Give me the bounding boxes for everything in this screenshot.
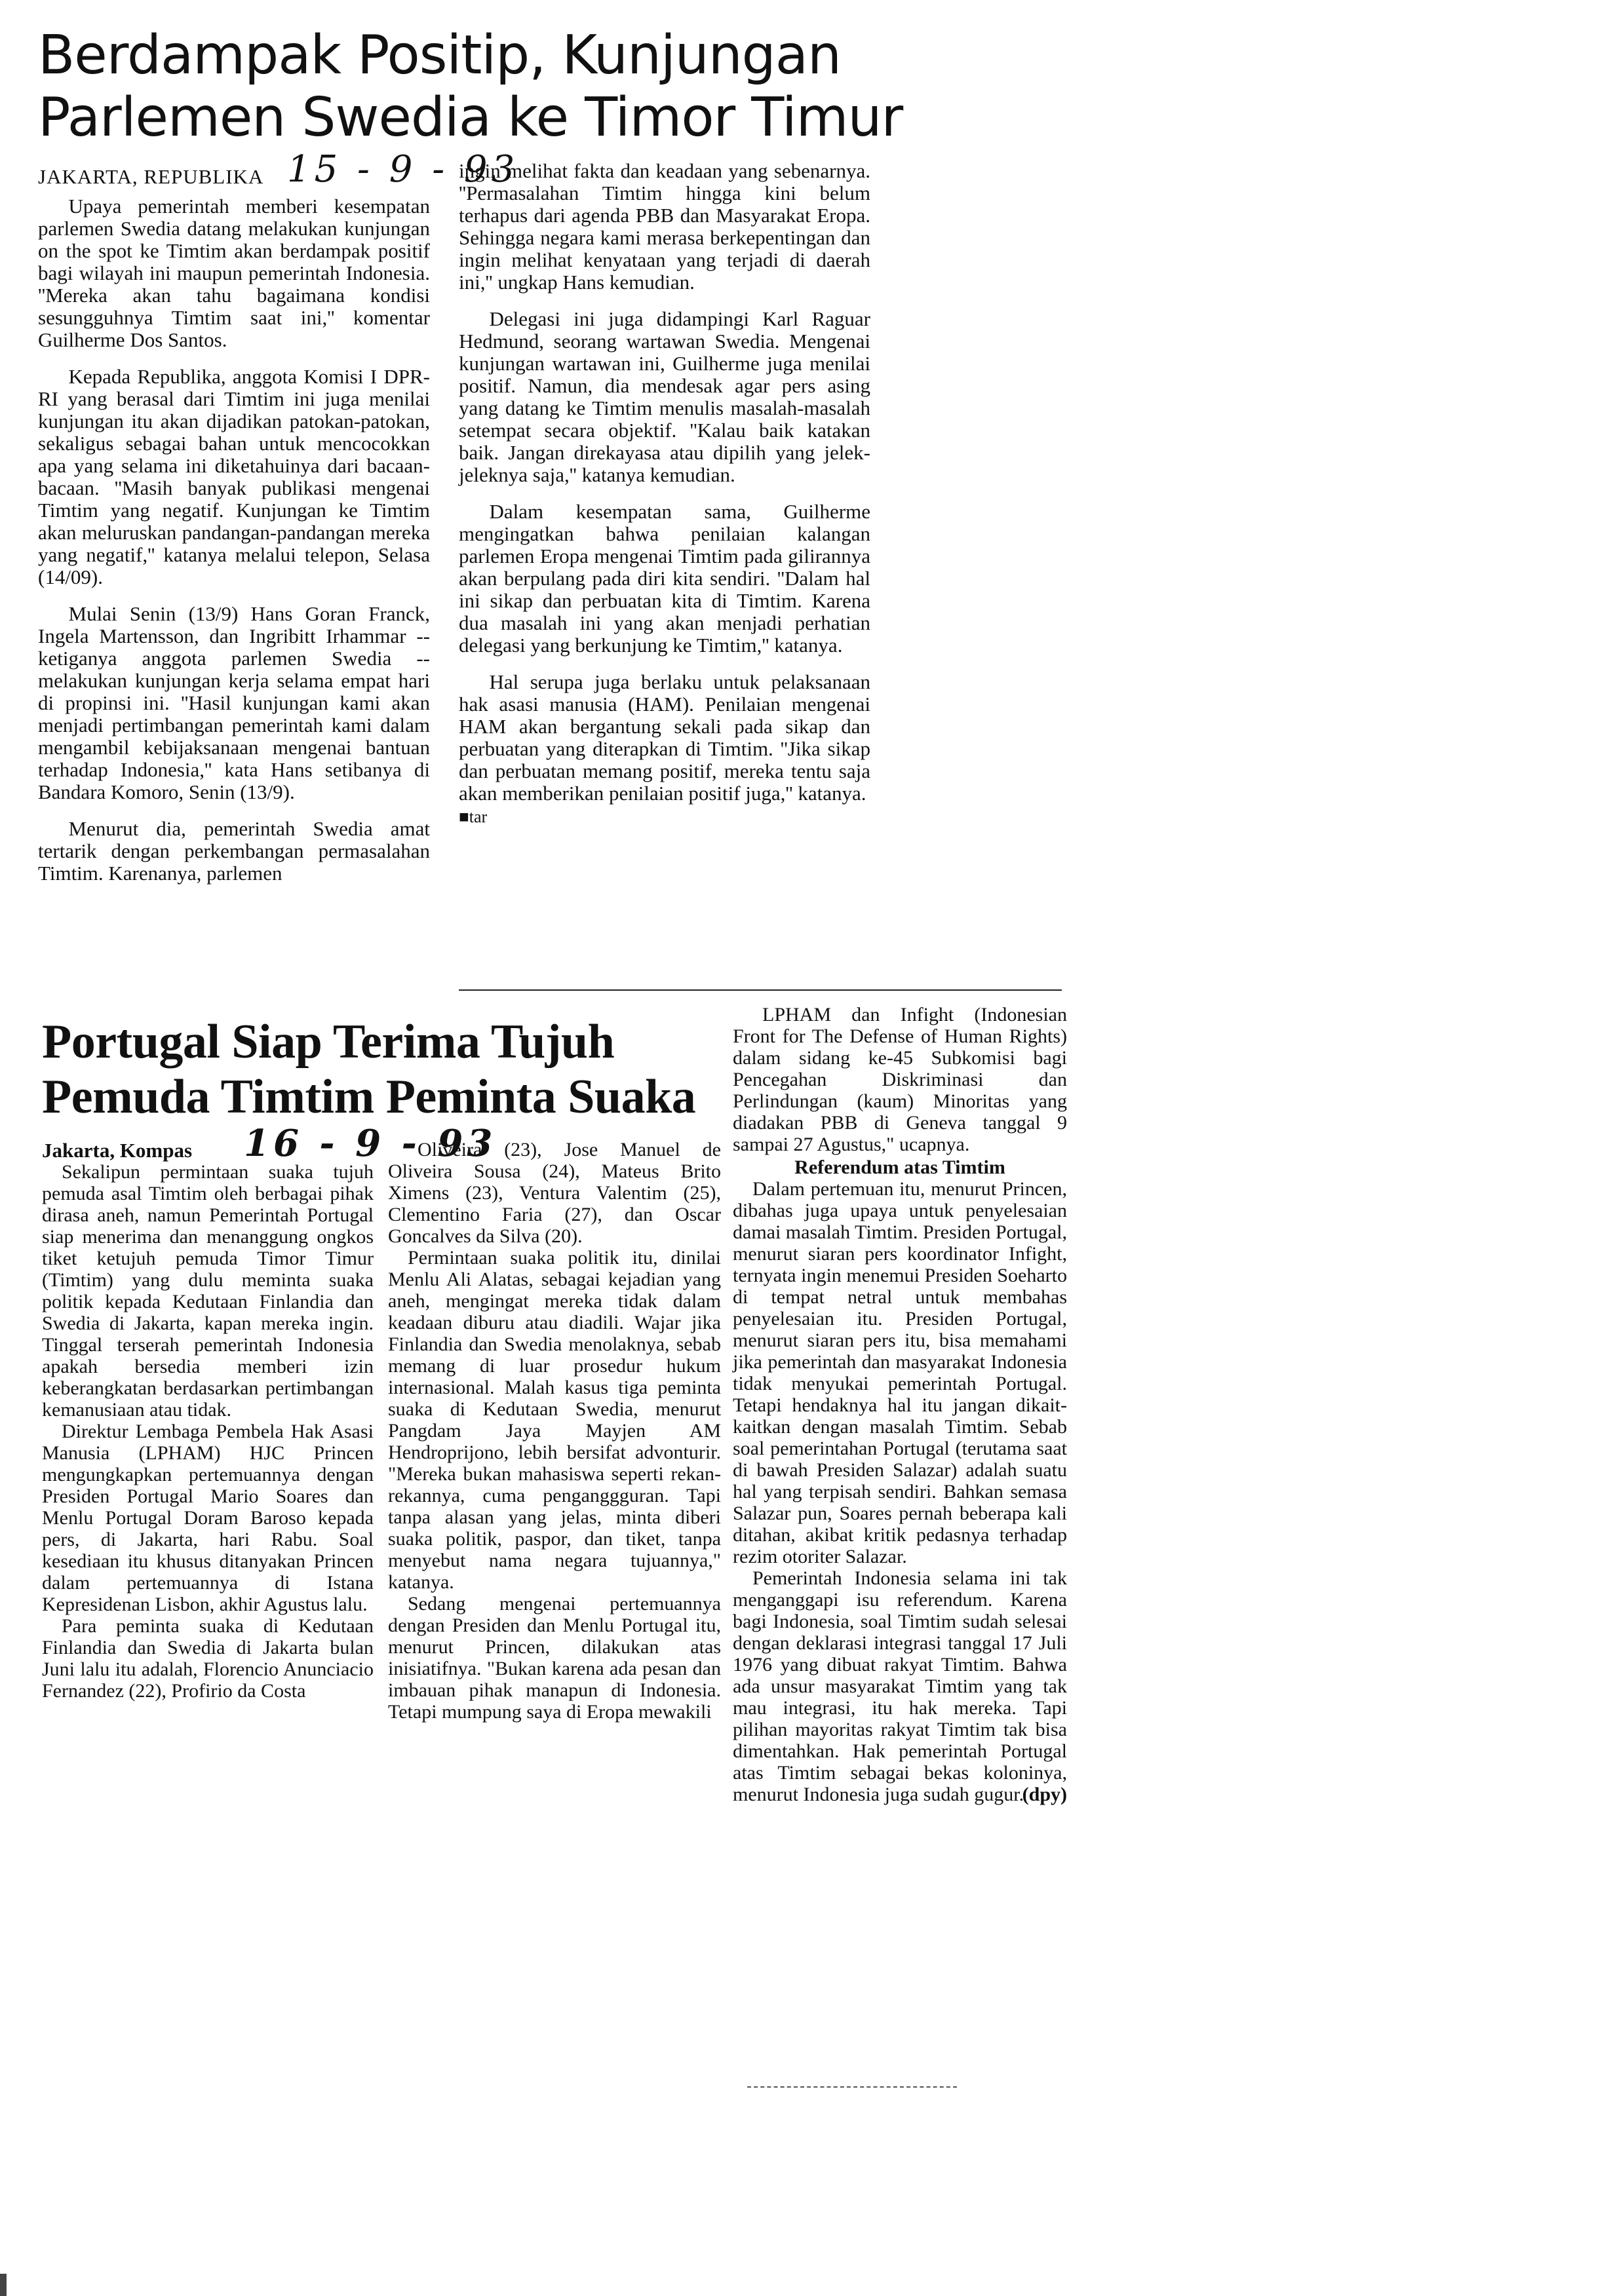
article2-paragraph: Direktur Lembaga Pembela Hak Asasi Manusia (LPHAM) HJC Princen mengungkapkan pertemuannya dengan Presiden Portugal Mario Soares dan Menlu Portugal Doram Baroso kepada pers, di Jakarta, hari Rabu. Soal kesediaan itu khusus ditanyakan Princen dalam pertemuannya di Istana Kepresidenan Lisbon, akhir Agustus lalu.	[42, 1421, 374, 1615]
article1-dateline: JAKARTA, REPUBLIKA	[38, 165, 264, 188]
article1-paragraph: Delegasi ini juga didampingi Karl Raguar Hedmund, seorang wartawan Swedia. Mengenai kunjungan wartawan ini, Guilherme juga menilai positif. Namun, dia mendesak agar pers asing yang datang ke Timtim menulis masalah-masalah setempat secara objektif. ''Kalau baik katakan baik. Jangan direkayasa atau dipilih yang jelek-jeleknya saja,'' katanya kemudian.	[459, 307, 870, 486]
article2-paragraph: Para peminta suaka di Kedutaan Finlandia dan Swedia di Jakarta bulan Juni lalu itu adalah, Florencio Anunciacio Fernandez (22), Profirio da Costa	[42, 1615, 374, 1702]
article1-paragraph: Upaya pemerintah memberi kesempatan parlemen Swedia datang melakukan kunjungan on the spot ke Timtim akan berdampak positif bagi wilayah ini maupun pemerintah Indonesia. ''Mereka akan tahu bagaimana kondisi sesungguhnya Timtim saat ini,'' komentar Guilherme Dos Santos.	[38, 195, 430, 351]
article2-column-3	[733, 1004, 1067, 1805]
article2-column-1	[42, 1161, 374, 1702]
article1-signoff-text: tar	[469, 807, 488, 826]
article1-signoff: ■tar	[459, 807, 488, 826]
article2-paragraph: Pemerintah Indonesia selama ini tak menganggapi isu referendum. Karena bagi Indonesia, soal Timtim sudah selesai dengan deklarasi integrasi tanggal 17 Juli 1976 yang dibuat rakyat Timtim. Bahwa ada unsur masyarakat Timtim yang tak mau integrasi, itu hak mereka. Tapi pilihan mayoritas rakyat Timtim tak bisa dimentahkan. Hak pemerintah Portugal atas Timtim sebagai bekas koloninya, menurut Indonesia juga sudah gugur.	[733, 1567, 1067, 1805]
article1-paragraph: Mulai Senin (13/9) Hans Goran Franck, Ingela Martensson, dan Ingribitt Irhammar -- ketiganya anggota parlemen Swedia -- melakukan kunjungan kerja selama empat hari di propinsi ini. ''Hasil kunjungan kami akan menjadi pertimbangan pemerintah kami dalam mengambil kebijaksanaan mengenai bantuan terhadap Indonesia,'' kata Hans setibanya di Bandara Komoro, Senin (13/9).	[38, 602, 430, 803]
article1-column-1	[38, 195, 430, 885]
article2-dateline: Jakarta, Kompas	[42, 1139, 193, 1162]
article1-title-line1: Berdampak Positip, Kunjungan	[38, 24, 841, 86]
article2-paragraph: Permintaan suaka politik itu, dinilai Menlu Ali Alatas, sebagai kejadian yang aneh, mengingat mereka tidak dalam keadaan diburu atau diadili. Wajar jika Finlandia dan Swedia menolaknya, sebab memang di luar prosedur hukum internasional. Malah kasus tiga peminta suaka di Kedutaan Swedia, menurut Pangdam Jaya Mayjen AM Hendroprijono, lebih bersifat advonturir. "Mereka bukan mahasiswa seperti rekan-rekannya, cuma penganggguran. Tapi tanpa alasan yang jelas, minta diberi suaka politik, paspor, dan tiket, tanpa menyebut nama negara tujuannya," katanya.	[388, 1247, 721, 1593]
bottom-dashed-rule	[747, 2086, 957, 2088]
article2-paragraph: LPHAM dan Infight (Indonesian Front for The Defense of Human Rights) dalam sidang ke-45 Subkomisi bagi Pencegahan Diskriminasi dan Perlindungan (kaum) Minoritas yang diadakan PBB di Geneva tanggal 9 sampai 27 Agustus," ucapnya.	[733, 1004, 1067, 1155]
article2-paragraph: Oliveira (23), Jose Manuel de Oliveira Sousa (24), Mateus Brito Ximens (23), Ventura Valentim (25), Clementino Faria (27), dan Oscar Goncalves da Silva (20).	[388, 1139, 721, 1247]
article1-title-line2: Parlemen Swedia ke Timor Timur	[38, 86, 903, 149]
article2-paragraph: Sedang mengenai pertemuannya dengan Presiden dan Menlu Portugal itu, menurut Princen, dilakukan atas inisiatifnya. "Bukan karena ada pesan dan imbauan pihak manapun di Indonesia. Tetapi mumpung saya di Eropa mewakili	[388, 1593, 721, 1723]
article2-title-line2: Pemuda Timtim Peminta Suaka	[42, 1070, 696, 1124]
article1-column-2	[459, 160, 870, 828]
article2-paragraph: Sekalipun permintaan suaka tujuh pemuda asal Timtim oleh berbagai pihak dirasa aneh, namun Pemerintah Portugal siap menerima dan menanggung ongkos tiket ketujuh pemuda Timor Timur (Timtim) yang dulu meminta suaka politik kepada Kedutaan Finlandia dan Swedia di Jakarta, kapan mereka ingin. Tinggal terserah pemerintah Indonesia apakah bersedia memberi izin keberangkatan berdasarkan pertimbangan kemanusiaan atau tidak.	[42, 1161, 374, 1421]
article2-handwritten-date: 16 - 9 - 93	[244, 1122, 497, 1165]
article1-paragraph: Hal serupa juga berlaku untuk pelaksanaan hak asasi manusia (HAM). Penilaian mengenai HAM akan bergantung sekali pada sikap dan perbuatan yang diterapkan di Timtim. ''Jika sikap dan perbuatan memang positif, mereka tentu saja akan memberikan penilaian positif juga,'' katanya.	[459, 670, 870, 805]
article2-column-2	[388, 1139, 721, 1723]
article1-paragraph: ingin melihat fakta dan keadaan yang sebenarnya. ''Permasalahan Timtim hingga kini belum terhapus dari agenda PBB dan Masyarakat Eropa. Sehingga negara kami merasa berkepentingan dan ingin melihat kenyataan yang terjadi di daerah ini,'' ungkap Hans kemudian.	[459, 159, 870, 294]
article1-handwritten-date: 15 - 9 - 93	[287, 148, 519, 191]
article1-paragraph: Kepada Republika, anggota Komisi I DPR-RI yang berasal dari Timtim ini juga menilai kunjungan itu akan dijadikan patokan-patokan, sekaligus sebagai bahan untuk mencocokkan apa yang selama ini diketahuinya dari bacaan-bacaan. ''Masih banyak publikasi mengenai Timtim yang negatif. Kunjungan ke Timtim akan meluruskan pandangan-pandangan mereka yang negatif,'' katanya melalui telepon, Selasa (14/09).	[38, 365, 430, 588]
article1-paragraph: Menurut dia, pemerintah Swedia amat tertarik dengan perkembangan permasalahan Timtim. Karenanya, parlemen	[38, 817, 430, 885]
article2-signoff: (dpy)	[1022, 1784, 1067, 1805]
article1-paragraph: Dalam kesempatan sama, Guilherme mengingatkan bahwa penilaian kalangan parlemen Eropa mengenai Timtim pada gilirannya akan berpulang pada diri kita sendiri. ''Dalam hal ini sikap dan perbuatan kita di Timtim. Karena dua masalah ini yang akan menjadi perhatian delegasi yang berkunjung ke Timtim,'' katanya.	[459, 500, 870, 657]
article2-title-line1: Portugal Siap Terima Tujuh	[42, 1015, 615, 1069]
article2-subhead: Referendum atas Timtim	[794, 1157, 1005, 1178]
scan-edge-mark	[0, 2274, 7, 2296]
article-divider	[459, 989, 1062, 991]
article2-paragraph: Dalam pertemuan itu, menurut Princen, dibahas juga upaya untuk penyelesaian damai masalah Timtim. Presiden Portugal, menurut siaran pers koordinator Infight, ternyata ingin menemui Presiden Soeharto di tempat netral untuk membahas penyelesaian itu. Presiden Portugal, menurut siaran pers itu, bisa memahami jika pemerintah dan masyarakat Indonesia tidak menyukai pemerintah Portugal. Tetapi hendaknya hal itu jangan dikait-kaitkan dengan masalah Timtim. Sebab soal pemerintahan Portugal (terutama saat di bawah Presiden Salazar) adalah suatu hal yang terpisah sendiri. Bahkan semasa Salazar pun, Soares pernah beberapa kali ditahan, akibat kritik pedasnya terhadap rezim otoriter Salazar.	[733, 1178, 1067, 1567]
